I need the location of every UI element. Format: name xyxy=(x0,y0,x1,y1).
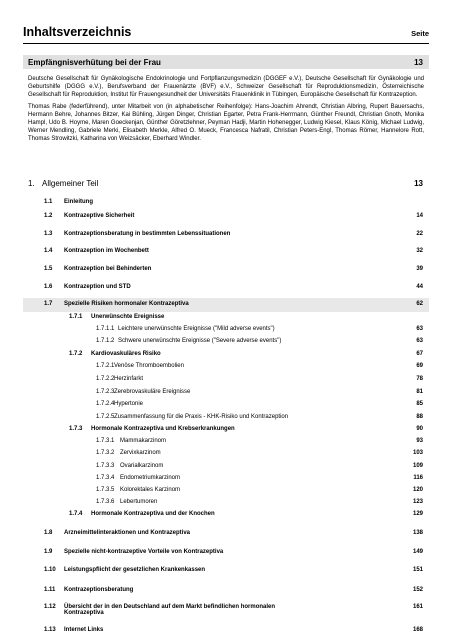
toc-entry-title: Zusammenfassung für die Praxis - KHK-Risiko und Kontrazeption xyxy=(114,414,289,420)
toc-entry[interactable] xyxy=(23,298,429,312)
toc-entry-title: Herzinfarkt xyxy=(114,376,144,382)
toc-entry-number: 1.1 xyxy=(44,199,53,205)
toc-entry-page: 151 xyxy=(412,567,423,573)
toc-entry-page: 62 xyxy=(416,301,423,307)
preface-page: 13 xyxy=(414,57,423,67)
toc-entry-number: 1.6 xyxy=(44,284,53,290)
toc-entry-page: 90 xyxy=(416,426,423,432)
toc-entry-page: 88 xyxy=(416,414,423,420)
toc-entry-page: 138 xyxy=(412,530,423,536)
toc-entry-number: 1.7.3.5 xyxy=(96,487,115,493)
toc-entry-title: Kontrazeption und STD xyxy=(64,284,131,290)
toc-entry-title: Kontrazeptionsberatung in bestimmten Lebenssituationen xyxy=(64,231,231,237)
toc-entry-number: 1.7.1.2 xyxy=(96,338,115,344)
toc-entry-number: 1.12 xyxy=(44,604,56,610)
preface-title: Empfängnisverhütung bei der Frau xyxy=(28,57,161,67)
toc-entry-number: 1.9 xyxy=(44,549,53,555)
toc-entry-title: Spezielle nicht-kontrazeptive Vorteile von Kontrazeptiva xyxy=(64,549,224,555)
toc-entry-title: Hormonale Kontrazeptiva und der Knochen xyxy=(91,511,215,517)
toc-entry-page: 14 xyxy=(416,213,423,219)
toc-entry-page: 78 xyxy=(416,376,423,382)
toc-entry-number: 1.7.4 xyxy=(69,511,83,517)
toc-entry-number: 1.7.3.4 xyxy=(96,475,115,481)
toc-entry-page: 63 xyxy=(416,326,423,332)
toc-entry-page: 168 xyxy=(412,627,423,633)
toc-entry-page: 22 xyxy=(416,231,423,237)
toc-entry-number: 1.13 xyxy=(44,627,56,633)
toc-entry-number: 1.7.2.1 xyxy=(96,363,115,369)
toc-entry-number: 1.5 xyxy=(44,266,53,272)
toc-entry-page: 81 xyxy=(416,389,423,395)
toc-entry-title: Internet Links xyxy=(64,627,104,633)
page-column-label: Seite xyxy=(411,29,429,38)
toc-entry-title: Venöse Thromboembolien xyxy=(114,363,184,369)
toc-entry-title: Lebertumoren xyxy=(120,499,158,505)
toc-entry-title: Kontrazeption bei Behinderten xyxy=(64,266,152,272)
toc-entry-page: 123 xyxy=(412,499,423,505)
toc-entry-title-continued: Kontrazeptiva xyxy=(64,610,104,616)
toc-entry-title: Leistungspflicht der gesetzlichen Krankenkassen xyxy=(64,567,206,573)
toc-entry-page: 129 xyxy=(412,511,423,517)
toc-list xyxy=(23,0,429,640)
toc-entry-page: 44 xyxy=(416,284,423,290)
toc-entry-title: Hypertonie xyxy=(114,401,144,407)
toc-entry-number: 1.7.3.3 xyxy=(96,463,115,469)
toc-entry-number: 1.7.3.6 xyxy=(96,499,115,505)
toc-entry-page: 103 xyxy=(412,450,423,456)
toc-entry-number: 1.7.1.1 xyxy=(96,326,115,332)
toc-entry-number: 1.8 xyxy=(44,530,53,536)
toc-entry-number: 1.7.1 xyxy=(69,314,83,320)
toc-entry-title: Arzneimittelinteraktionen und Kontrazeptiva xyxy=(64,530,191,536)
preface-authors: Thomas Rabe (federführend), unter Mitarbeit von (in alphabetischer Reihenfolge): Hans-Joachim Ahrendt, Christian Albring, Rupert Bauersachs, Hermann Behre, Johannes Bitzer, Kai Bühling, Jürgen Dinger, Christian Egarter, Petra Frank-Herrmann, Günther Freundl, Christian Gnoth, Monika Hampl, Udo B. Hoyme, Maren Goeckenjan, Günther Göretzlehner, Peyman Hadji, Martin Hohenegger, Ludwig Kiesel, Klaus König, Michael Ludwig, Werner Mendling, Gabriele Merki, Elisabeth Merkle, Alfred O. Mueck, Francesca Nafratil, Christian Peters-Engl, Thomas Römer, Hannelore Rott, Thomas Strowitzki, Katharina von Weizsäcker, Eberhard Windler. xyxy=(28,103,424,143)
toc-entry-title: Spezielle Risiken hormonaler Kontrazeptiva xyxy=(64,301,189,307)
toc-entry-title: Zerebrovaskuläre Ereignisse xyxy=(114,389,191,395)
toc-entry-number: 1.7.3.1 xyxy=(96,438,115,444)
toc-entry-page: 69 xyxy=(416,363,423,369)
toc-entry-page: 93 xyxy=(416,438,423,444)
toc-entry-title: Einleitung xyxy=(64,199,93,205)
toc-entry-page: 63 xyxy=(416,338,423,344)
toc-entry-title: Kontrazeption im Wochenbett xyxy=(64,248,149,254)
toc-entry-number: 1.11 xyxy=(44,587,56,593)
toc-entry-page: 85 xyxy=(416,401,423,407)
toc-entry-title: Zervixkarzinom xyxy=(120,450,161,456)
toc-entry-title: Leichtere unerwünschte Ereignisse ("Mild adverse events") xyxy=(118,326,275,332)
toc-entry-title: Mammakarzinom xyxy=(120,438,167,444)
toc-entry-page: 161 xyxy=(412,604,423,610)
toc-entry-number: 1. xyxy=(28,179,35,188)
toc-entry-title: Kardiovaskuläres Risiko xyxy=(91,351,161,357)
toc-entry-page: 32 xyxy=(416,248,423,254)
toc-entry-number: 1.3 xyxy=(44,231,53,237)
toc-entry-title: Schwere unerwünschte Ereignisse ("Severe adverse events") xyxy=(118,338,282,344)
toc-entry-page: 39 xyxy=(416,266,423,272)
toc-entry-number: 1.7.2.5 xyxy=(96,414,115,420)
toc-entry-number: 1.7 xyxy=(44,301,53,307)
toc-entry-page: 67 xyxy=(416,351,423,357)
toc-entry-title: Endometriumkarzinom xyxy=(120,475,181,481)
toc-entry-number: 1.7.2 xyxy=(69,351,83,357)
toc-entry-page: 13 xyxy=(414,179,423,188)
toc-entry-title: Übersicht der in den Deutschland auf dem Markt befindlichen hormonalen xyxy=(64,604,276,610)
toc-entry-number: 1.4 xyxy=(44,248,53,254)
toc-entry-page: 152 xyxy=(412,587,423,593)
toc-entry-number: 1.7.2.3 xyxy=(96,389,115,395)
toc-entry-page: 120 xyxy=(412,487,423,493)
page-title: Inhaltsverzeichnis xyxy=(23,25,132,39)
toc-entry-number: 1.7.2.4 xyxy=(96,401,115,407)
toc-entry-title: Unerwünschte Ereignisse xyxy=(91,314,165,320)
toc-entry-title: Kontrazeptionsberatung xyxy=(64,587,134,593)
preface-organizations: Deutsche Gesellschaft für Gynäkologische Endokrinologie und Fortpflanzungsmedizin (DGGEF e.V.), Deutsche Gesellschaft für Gynäkologie und Geburtshilfe (DGGG e.V.), Berufsverband der Frauenärzte (BVF) e.V., Schweizer Gesellschaft für Reproduktionsmedizin, Österreichische Gesellschaft für Reproduktion, Institut für Frauengesundheit der Universitäts Frauenklinik in Tübingen, Europäische Gesellschaft für Kontrazeption. xyxy=(28,76,424,99)
toc-entry-number: 1.10 xyxy=(44,567,56,573)
toc-entry-title: Ovarialkarzinom xyxy=(120,463,164,469)
toc-entry-title: Hormonale Kontrazeptiva und Krebserkrankungen xyxy=(91,426,235,432)
toc-entry-title: Kontrazeptive Sicherheit xyxy=(64,213,135,219)
toc-entry-title: Kolorektales Karzinom xyxy=(120,487,181,493)
toc-entry-page: 109 xyxy=(412,463,423,469)
toc-entry-number: 1.2 xyxy=(44,213,53,219)
toc-entry-title: Allgemeiner Teil xyxy=(42,179,99,188)
toc-entry-number: 1.7.3 xyxy=(69,426,83,432)
toc-entry-number: 1.7.2.2 xyxy=(96,376,115,382)
toc-entry-number: 1.7.3.2 xyxy=(96,450,115,456)
toc-entry-page: 149 xyxy=(412,549,423,555)
toc-entry-page: 116 xyxy=(413,475,423,481)
